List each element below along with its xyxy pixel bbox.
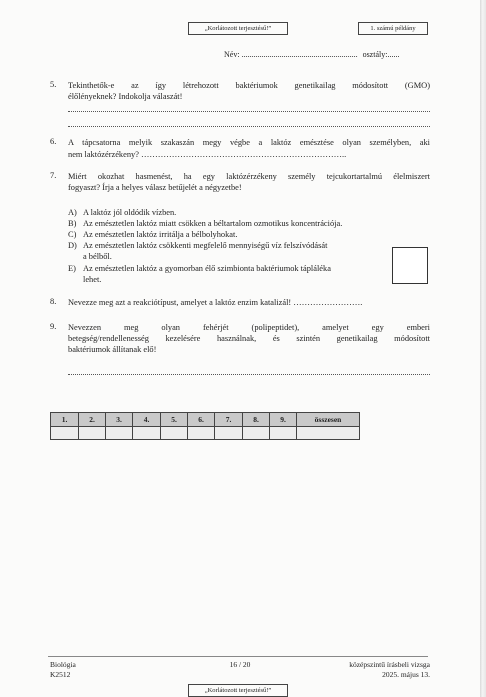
option-a xyxy=(68,207,176,219)
question-6-line-1: A tápcsatorna melyik szakaszán megy végbe a laktóz emésztése olyan személyben, aki xyxy=(68,138,430,147)
score-header-2: 2. xyxy=(79,413,106,427)
score-cell-7[interactable] xyxy=(215,427,243,440)
option-d-letter: D) xyxy=(68,241,77,250)
question-9-line-3: baktériumok állítanak elő! xyxy=(68,345,157,354)
score-header-9: 9. xyxy=(270,413,297,427)
class-label: osztály: xyxy=(362,50,388,59)
answer-box-question-7[interactable] xyxy=(392,247,428,284)
question-9-line-2: betegség/rendellenesség kezelésére használnak, és szintén genetikailag módosított xyxy=(68,334,430,343)
score-header-6: 6. xyxy=(188,413,215,427)
page-edge xyxy=(480,0,486,697)
option-a-letter: A) xyxy=(68,208,77,217)
score-cell-3[interactable] xyxy=(106,427,133,440)
score-cell-5[interactable] xyxy=(161,427,188,440)
option-a-text: A laktóz jól oldódik vízben. xyxy=(83,208,177,217)
question-5-line-1: Tekinthetők-e az így létrehozott baktériumok genetikailag módosított (GMO) xyxy=(68,81,430,90)
score-header-8: 8. xyxy=(243,413,270,427)
class-field[interactable]: ...... xyxy=(387,50,400,59)
question-5-answer-line-2[interactable] xyxy=(68,126,430,127)
score-header-total: összesen xyxy=(297,413,360,427)
question-9-line-1: Nevezzen meg olyan fehérjét (polipeptidet), amelyet egy emberi xyxy=(68,323,430,332)
option-e-text: Az emésztetlen laktóz a gyomorban élő szimbionta baktériumok tápláléka xyxy=(83,264,331,273)
option-e xyxy=(68,263,331,275)
question-9-number: 9. xyxy=(50,322,57,331)
score-cell-9[interactable] xyxy=(270,427,297,440)
score-cell-total[interactable] xyxy=(297,427,360,440)
question-6-number: 6. xyxy=(50,137,57,146)
footer-page-number: 16 / 20 xyxy=(229,660,251,669)
question-5-answer-line-1[interactable] xyxy=(68,111,430,112)
score-header-7: 7. xyxy=(215,413,243,427)
score-header-4: 4. xyxy=(133,413,161,427)
question-7-line-1: Miért okozhat hasmenést, ha egy laktózérzékeny személy tejcukortartalmú élelmiszert xyxy=(68,172,430,181)
footer-date: 2025. május 13. xyxy=(382,670,430,679)
option-b-text: Az emésztetlen laktóz miatt csökken a béltartalom ozmotikus koncentrációja. xyxy=(83,219,343,228)
option-b-letter: B) xyxy=(68,219,77,228)
score-cell-2[interactable] xyxy=(79,427,106,440)
option-d xyxy=(68,240,327,252)
score-header-3: 3. xyxy=(106,413,133,427)
option-d-text: Az emésztetlen laktóz csökkenti megfelelő mennyiségű víz felszívódását xyxy=(83,241,328,250)
footer-divider xyxy=(48,656,428,657)
score-cell-8[interactable] xyxy=(243,427,270,440)
question-5-line-2: élőlényeknek? Indokolja válaszát! xyxy=(68,92,183,101)
name-field[interactable]: .......................................................... xyxy=(241,50,358,59)
footer-code: K2512 xyxy=(50,670,71,679)
copy-number-box: 1. számú példány xyxy=(358,22,428,35)
score-cell-6[interactable] xyxy=(188,427,215,440)
score-cell-1[interactable] xyxy=(51,427,79,440)
footer-restricted-distribution-box: „Korlátozott terjesztésű!” xyxy=(188,684,288,697)
option-d-continuation: a bélből. xyxy=(83,252,112,261)
score-header-1: 1. xyxy=(51,413,79,427)
option-c-letter: C) xyxy=(68,230,77,239)
question-5-number: 5. xyxy=(50,80,57,89)
score-table-header-row xyxy=(51,413,360,427)
score-header-5: 5. xyxy=(161,413,188,427)
question-9-answer-line[interactable] xyxy=(68,374,430,375)
question-7-line-2: fogyaszt? Írja a helyes válasz betűjelét a négyzetbe! xyxy=(68,183,242,192)
question-8-text: Nevezze meg azt a reakciótípust, amelyet a laktóz enzim katalizál! ……………………. xyxy=(68,298,363,307)
name-line xyxy=(224,49,430,61)
footer-exam-level: középszintű írásbeli vizsga xyxy=(349,660,430,669)
name-label: Név: xyxy=(224,50,240,59)
restricted-distribution-box: „Korlátozott terjesztésű!” xyxy=(188,22,288,35)
option-c-text: Az emésztetlen laktóz irritálja a bélbolyhokat. xyxy=(83,230,238,239)
option-c xyxy=(68,229,237,241)
score-table xyxy=(50,412,360,440)
score-cell-4[interactable] xyxy=(133,427,161,440)
score-table-score-row xyxy=(51,427,360,440)
question-7-number: 7. xyxy=(50,171,57,180)
option-e-continuation: lehet. xyxy=(83,275,102,284)
option-e-letter: E) xyxy=(68,264,76,273)
option-b xyxy=(68,218,342,230)
question-6-line-2: nem laktózérzékeny? ……………………………………………………………….. xyxy=(68,150,347,159)
question-8-number: 8. xyxy=(50,297,57,306)
footer-subject: Biológia xyxy=(50,660,76,669)
